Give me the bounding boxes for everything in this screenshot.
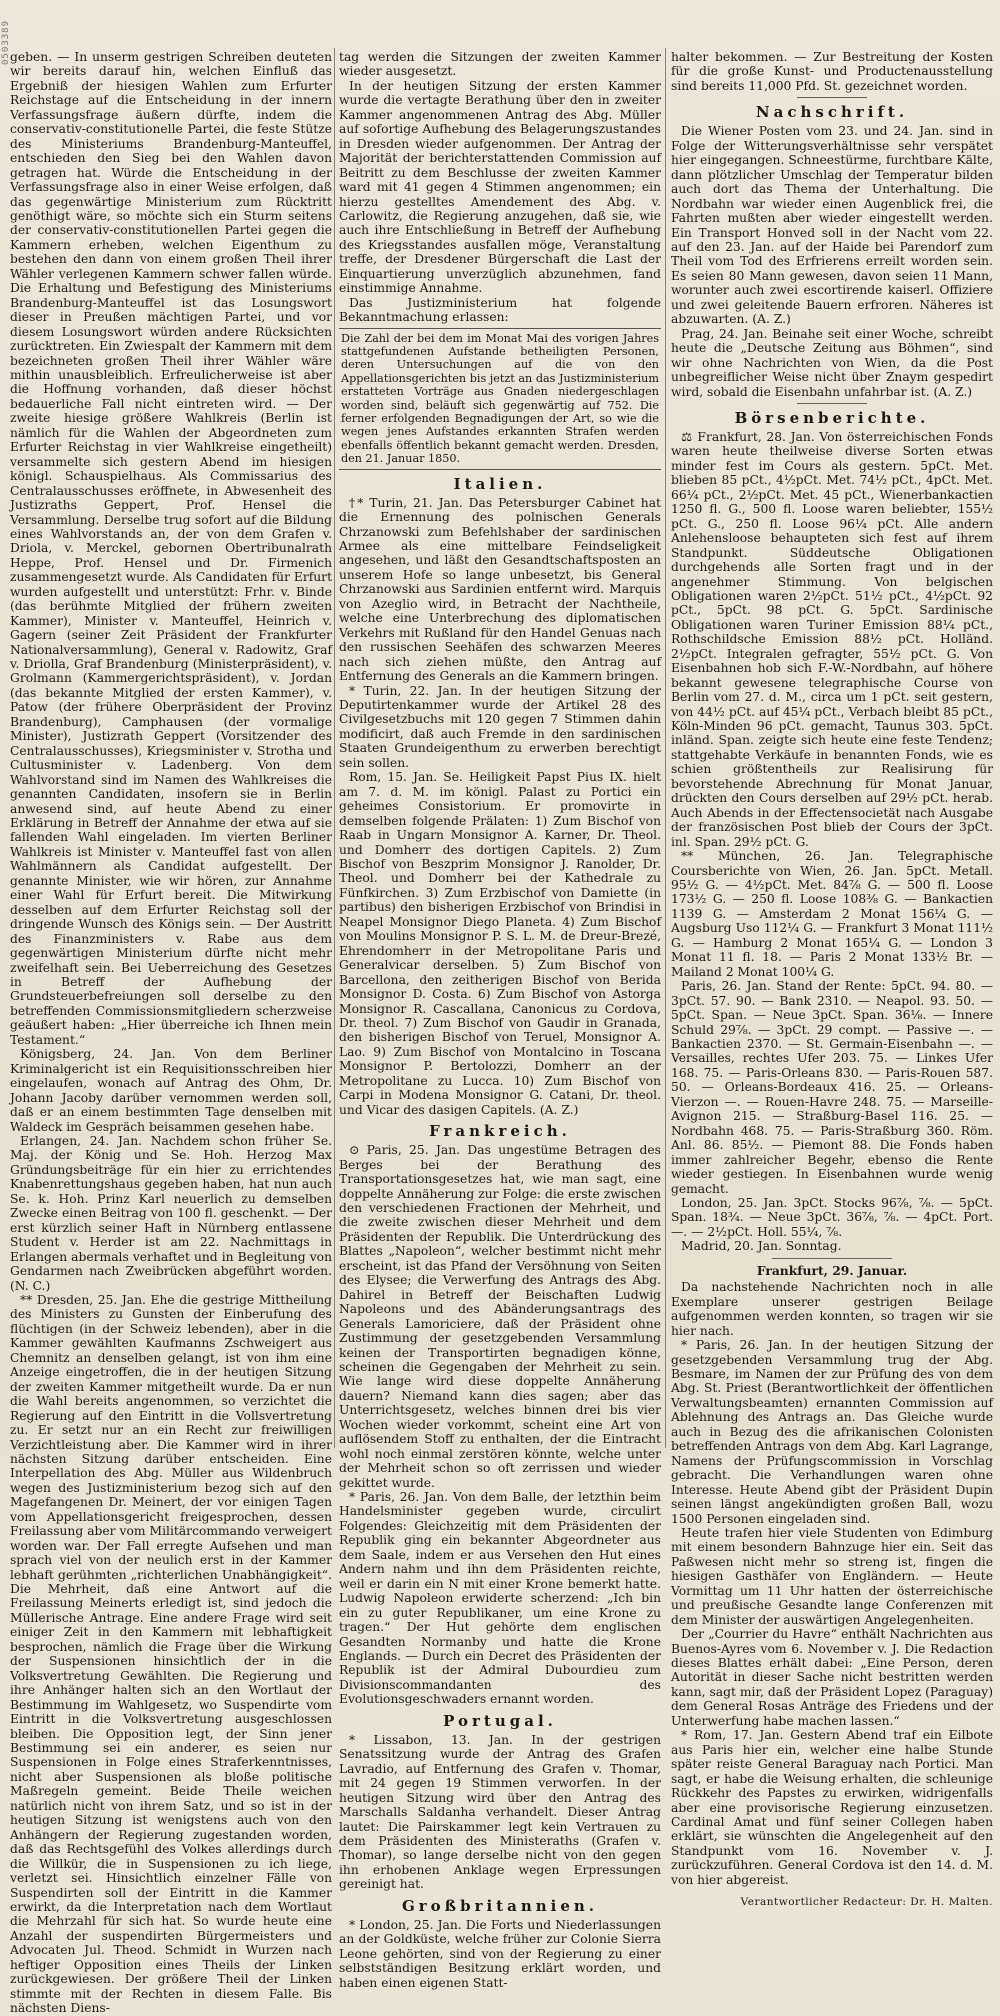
article-paragraph: Das Justizministerium hat folgende Bekanntmachung erlassen: [339, 295, 661, 325]
article-paragraph: ** München, 26. Jan. Telegraphische Coursberichte von Wien, 26. Jan. 5pCt. Metall. 95½ G. — 4½pCt. Met. 84⅞ G. — 500 fl. Loose 173½ G. — 250 fl. Loose 108⅜ G. — Bankactien 1139 G. — Amsterdam 2 Monat 156¼ G. — Augsburg Uso 112¼ G. — Frankfurt 3 Monat 111½ G. — Hamburg 2 Monat 165¼ G. — London 3 Monat 11 fl. 18. — Paris 2 Monat 133½ Br. — Mailand 2 Monat 100¼ G. [671, 849, 993, 979]
section-heading-portugal: Portugal. [443, 1711, 557, 1730]
article-paragraph: Da nachstehende Nachrichten noch in alle Exemplare unserer gestrigen Beilage aufgenommen werden konnten, so tragen wir sie hier nach. [671, 1280, 993, 1338]
article-paragraph: * Paris, 26. Jan. Von dem Balle, der letzthin beim Handelsminister gegeben wurde, circulirt Folgendes: Gleichzeitig mit dem Präsidenten der Republik ging ein bekannter Abgeordneter aus dem Saale, indem er aus Versehen den Hut eines Andern nahm und ihn dem Präsidenten reichte, weil er darin ein N mit einer Krone bemerkt hatte. Ludwig Napoleon erwiderte scherzend: „Ich bin ein zu guter Republikaner, um eine Krone zu tragen.“ Der Hut gehörte dem englischen Gesandten Normanby und hatte die Krone Englands. — Durch ein Decret des Präsidenten der Republik ist der Admiral Dubourdieu zum Divisionscommandanten des Evolutionsgeschwaders ernannt worden. [339, 1490, 661, 1707]
article-paragraph: Prag, 24. Jan. Beinahe seit einer Woche, schreibt heute die „Deutsche Zeitung aus Böhmen“, sind wir ohne Nachrichten von Wien, da die Post unbegreiflicher Weise nicht über Znaym gespedirt wird, sobald die Eisenbahn unfahrbar ist. (A. Z.) [671, 326, 993, 399]
article-paragraph: Heute trafen hier viele Studenten von Edimburg mit einem besondern Bahnzuge hier ein. Seit das Paßwesen nicht mehr so streng ist, fingen die hiesigen Gasthäfer von Engländern. — Heute Vormittag um 11 Uhr hatten der österreichische und preußische Gesandte lange Conferenzen mit dem Minister der auswärtigen Angelegenheiten. [671, 1525, 993, 1627]
article-paragraph: Madrid, 20. Jan. Sonntag. [681, 1239, 842, 1254]
column-2 [339, 50, 661, 1990]
article-paragraph: In der heutigen Sitzung der ersten Kammer wurde die vertagte Berathung über den in zweiter Kammer angenommenen Antrag des Abg. Müller auf sofortige Aufhebung des Belagerungszustandes in Dresden wieder aufgenommen. Der Antrag der Majorität der berichterstattenden Commission auf Beitritt zu dem Beschlusse der zweiten Kammer ward mit 41 gegen 4 Stimmen angenommen; ein hierzu gestelltes Amendement des Abg. v. Carlowitz, die Regierung anzugehen, daß sie, wie auch ihre Entschließung in Betreff der Aufhebung des Kriegsstandes ausfallen möge, Veranstaltung treffe, der Dresdener Bürgerschaft die Last der Einquartierung unverzüglich abzunehmen, fand einstimmige Annahme. [339, 78, 661, 296]
column-1 [10, 50, 333, 2016]
section-heading-frankreich: Frankreich. [429, 1122, 571, 1141]
article-paragraph: Rom, 15. Jan. Se. Heiligkeit Papst Pius IX. hielt am 7. d. M. im königl. Palast zu Portici ein geheimes Consistorium. Er promovirte in demselben folgende Prälaten: 1) Zum Bischof von Raab in Ungarn Monsignor A. Karner, Dr. Theol. und Domherr des dortigen Capitels. 2) Zum Bischof von Beszprim Monsignor J. Ranolder, Dr. Theol. und Domherr bei der Kathedrale zu Fünfkirchen. 3) Zum Erzbischof von Damiette (in partibus) den bisherigen Erzbischof von Brindisi in Neapel Monsignor Diego Planeta. 4) Zum Bischof von Moulins Monsignor P. S. L. M. de Dreur-Brezé, Ehrendomherr in der Metropolitane Paris und Generalvicar derselben. 5) Zum Bischof von Barcellona, den zeitherigen Bischof von Berida Monsignor D. Costa. 6) Zum Bischof von Astorga Monsignor R. Cascallana, Canonicus zu Cordova, Dr. theol. 7) Zum Bischof von Gaudir in Granada, den bisherigen Bischof von Teruel, Monsignor A. Lao. 9) Zum Bischof von Montalcino in Toscana Monsignor P. Bertolozzi, Domherr an der Metropolitane zu Lucca. 10) Zum Bischof von Carpi in Modena Monsignor G. Catani, Dr. theol. und Vicar des dasigen Capitels. (A. Z.) [339, 770, 661, 1117]
article-paragraph: London, 25. Jan. 3pCt. Stocks 96⅞, ⅞. — 5pCt. Span. 18¾. — Neue 3pCt. 36⅞, ⅞. — 4pCt. Port. —. — 2½pCt. Holl. 55¼, ⅞. [671, 1195, 993, 1239]
article-paragraph: halter bekommen. — Zur Bestreitung der Kosten für die große Kunst- und Productenausstellung sind bereits 11,000 Pfd. St. gezeichnet worden. [671, 50, 993, 93]
section-heading-grossbritannien: Großbritannien. [401, 1896, 599, 1915]
article-paragraph: * London, 25. Jan. Die Forts und Niederlassungen an der Goldküste, welche früher zur Colonie Sierra Leone gehörten, sind von der Regierung zu einer selbstständigen Besitzung erklärt worden, und haben einen eigenen Statt- [339, 1917, 661, 1990]
article-paragraph: †* Turin, 21. Jan. Das Petersburger Cabinet hat die Ernennung des polnischen Generals Chrzanowski zum Befehlshaber der sardinischen Armee als eine mittelbare Feindseligkeit angesehen, und läßt den Gesandtschaftsposten an unserem Hofe so lange unbesetzt, bis General Chrzanowski aus Sardinien entfernt wird. Marquis von Azeglio wird, in Betracht der Nachtheile, welche eine Unterbrechung des diplomatischen Verkehrs mit Rußland für den Handel Genuas nach den russischen Seehäfen des schwarzen Meeres nach sich ziehen müßte, den Antrag auf Entfernung des Generals an die Kammern bringen. [339, 495, 661, 684]
article-paragraph: Königsberg, 24. Jan. Von dem Berliner Kriminalgericht ist ein Requisitionsschreiben hier eingelaufen, wonach auf Antrag des Ohm, Dr. Johann Jacoby darüber vernommen werden soll, daß er an einem bestimmten Tage denselben mit Waldeck im Gespräch beisammen gesehen habe. [10, 1047, 332, 1134]
article-paragraph: Erlangen, 24. Jan. Nachdem schon früher Se. Maj. der König und Se. Hoh. Herzog Max Gründungsbeiträge für ein hier zu errichtendes Knabenrettungshaus gegeben haben, hat nun auch Se. k. Hoh. Prinz Karl neuerlich zu demselben Zwecke einen Beitrag von 100 fl. geschenkt. — Der erst kürzlich seiner Haft in Nürnberg entlassene Student v. Herder ist am 22. Nachmittags in Erlangen abermals verhaftet und in Begleitung von Gendarmen nach Zweibrücken abgeführt worden. (N. C.) [10, 1133, 332, 1293]
column-3 [671, 50, 993, 1909]
article-paragraph: tag werden die Sitzungen der zweiten Kammer wieder ausgesetzt. [339, 50, 661, 79]
article-paragraph: ⊙ Paris, 25. Jan. Das ungestüme Betragen des Berges bei der Berathung des Transportationsgesetzes hat, wie man sagt, eine doppelte Annäherung zur Folge: die erste zwischen den verschiedenen Fractionen der Mehrheit, und die zweite zwischen dieser Mehrheit und dem Präsidenten der Republik. Die Unterdrückung des Blattes „Napoleon“, welcher bestimmt nicht mehr erscheint, ist das Pfand der Versöhnung von Seiten des Elysee; die Verwerfung des Antrags des Abg. Dahirel in Betreff der Beischaften Ludwig Napoleons und des Abänderungsantrags des Generals Lamoriciere, daß der Präsident ohne Zustimmung der gesetzgebenden Versammlung keinen der Transportirten begnadigen könne, scheinen die Gegengaben der Mehrheit zu sein. Wie lange wird diese doppelte Annäherung dauern? Niemand kann dies sagen; aber das Unterrichtsgesetz, welches binnen drei bis vier Wochen wieder vorkommt, scheint eine Art von auflösendem Stoff zu enthalten, der die Eintracht wohl noch einmal zerstören könnte, welche unter der Mehrheit schon so oft zerrissen und wieder gekittet wurde. [339, 1143, 661, 1490]
article-paragraph: Paris, 26. Jan. Stand der Rente: 5pCt. 94. 80. — 3pCt. 57. 90. — Bank 2310. — Neapol. 93. 50. — 5pCt. Span. — Neue 3pCt. Span. 36⅛. — Innere Schuld 29⅞. — 3pCt. 29 compt. — Passive —. — Bankactien 2370. — St. Germain-Eisenbahn —. — Versailles, rechtes Ufer 203. 75. — Linkes Ufer 168. 75. — Paris-Orleans 830. — Paris-Rouen 587. 50. — Orleans-Bordeaux 416. 25. — Orleans-Vierzon —. — Rouen-Havre 248. 75. — Marseille-Avignon 215. — Straßburg-Basel 116. 25. — Nordbahn 468. 75. — Paris-Straßburg 360. Röm. Anl. 86. 85½. — Piemont 88. Die Fonds haben immer zahlreicher Begehr, ebenso die Rente wieder gestiegen. In Eisenbahnen wurde wenig gemacht. [671, 979, 993, 1196]
article-paragraph: ⚖ Frankfurt, 28. Jan. Von österreichischen Fonds waren heute theilweise diverse Sorten etwas minder fest im Cours als gestern. 5pCt. Met. blieben 85 pCt., 4½pCt. Met. 74½ pCt., 4pCt. Met. 66¼ pCt., 2½pCt. Met. 45 pCt., Wienerbankactien 1250 fl. G., 500 fl. Loose waren beliebter, 155½ pCt. G., 250 fl. Loose 96¼ pCt. Alle andern Anlehensloose behaupteten sich fest auf ihrem Standpunkt. Süddeutsche Obligationen durchgehends alle Sorten fragt und in der angenehmer Stimmung. Von belgischen Obligationen waren 2½pCt. 51½ pCt., 4½pCt. 92 pCt., 5pCt. 98 pCt. G. 5pCt. Sardinische Obligationen waren Turiner Emission 88¼ pCt., Rothschildsche Emission 88½ pCt. Holländ. 2½pCt. Integralen gefragter, 55½ pCt. G. Von Eisenbahnen hob sich F.-W.-Nordbahn, auf höhere bekannt gewesene telegraphische Course von Berlin vom 27. d. M., circa um 1 pCt. seit gestern, von 44½ pCt. auf 45¼ pCt., Verbach bleibt 85 pCt., Köln-Minden 96 pCt. gemacht, Taunus 303. 5pCt. inländ. Span. zeigte sich heute eine feste Tendenz; stattgehabte Verkäufe in benannten Fonds, wie es schien größtentheils zur Realisirung für bevorstehende Abrechnung für Monat Januar, drückten den Cours derselben auf 29½ pCt. herab. Auch Abends in der Effectensocietät nach Ausgabe der französischen Post blieb der Cours der 3pCt. inl. Span. 29½ pCt. G. [671, 429, 993, 849]
separator [797, 97, 867, 98]
editor-signature: Verantwortlicher Redacteur: Dr. H. Malten. [740, 1896, 993, 1909]
article-paragraph: Der „Courrier du Havre“ enthält Nachrichten aus Buenos-Ayres vom 6. November v. J. Die Redaction dieses Blattes erhält dabei: „Eine Person, deren Autorität in dieser Sache nicht bestritten werden kann, sagt mir, daß der Präsident Lopez (Paraguay) dem General Rosas Anträge des Friedens und der Unterwerfung habe machen lassen.“ [671, 1627, 993, 1728]
dateline-frankfurt: Frankfurt, 29. Januar. [756, 1262, 908, 1278]
article-paragraph: ** Dresden, 25. Jan. Ehe die gestrige Mittheilung des Ministers zu Gunsten der Einberufung des flüchtigen (in der Schweiz lebenden), aber in die Kammer gewählten Kaufmanns Zschweigert aus Chemnitz an denselben gelangt, ist von ihm eine Anzeige eingetroffen, die in der heutigen Sitzung der zweiten Kammer mitgetheilt wurde. Da er nun die Wahl bereits angenommen, so verzichtet die Regierung auf den Eintritt in die Vollsvertretung zu. Er setzt nur an ein Recht zur freiwilligen Verzichtleistung aber. Die Kammer wird in ihrer nächsten Sitzung darüber entscheiden. Eine Interpellation des Abg. Müller aus Wildenbruch wegen des Justizministerium bezog sich auf den Magefangenen Dr. Meinert, der vor einigen Tagen vom Appellationsgericht freigesprochen, dessen Freilassung aber vom Militärcommando verweigert worden war. Der Fall erregte Aufsehen und man sprach viel von der neulich erst in der Kammer lebhaft gerühmten „richterlichen Unabhängigkeit“. Die Mehrheit, daß eine Antwort auf die Freilassung Meinerts erledigt ist, sind jedoch die Müllerische Antrage. Eine andere Frage wird seit einiger Zeit in den Kammern mit lebhaftigkeit besprochen, nämlich die Frage über die Wirkung der Suspensionen hinsichtlich der in die Volksvertretung Gewählten. Die Regierung und ihre Anhänger halten sich an den Wortlaut der Bestimmung im Wahlgesetz, wo Suspendirte vom Eintritt in die Volksvertretung ausgeschlossen bleiben. Die Opposition legt, der Sinn jener Bestimmung sei ein anderer, es seien nur Suspensionen in Folge eines Straferkenntnisses, nicht aber Suspensionen als bloße politische Maßregeln gemeint. Beide Theile weichen natürlich nicht von ihrem Satz, und so ist in der heutigen Sitzung ist wenigstens auch von den Anhängern der Regierung zugestanden worden, daß das Rechtsgefühl des Volkes allerdings durch die Willkür, die in Suspensionen zu ich liege, verletzt sei. Hinsichtlich einzelner Fälle von Suspendirten soll der Eintritt in die Kammer erwirkt, da die Interpretation nach dem Wortlaut die Mehrzahl für sich hat. So wurde heute eine Anzahl der suspendirten Bürgermeisters und Advocaten Jul. Theod. Schmidt in Wurzen nach heftiger Opposition eines Theils der Linken zurückgewiesen. Der größere Theil der Linken stimmte mit der Rechten in diesem Falle. Bis nächsten Diens- [10, 1292, 332, 2016]
separator [797, 403, 867, 404]
article-paragraph: * Rom, 17. Jan. Gestern Abend traf ein Eilbote aus Paris hier ein, welcher eine halbe Stunde später reiste General Baraguay nach Portici. Man sagt, er habe die Weisung erhalten, die schleunige Rückkehr des Papstes zu erwirken, widrigenfalls aber eine provisorische Regierung einzusetzen. Cardinal Amat und fünf seiner Collegen haben erklärt, sie wünschten die Angelegenheit auf den Standpunkt vom 16. November v. J. zurückzuführen. General Cordova ist den 14. d. M. von hier abgereist. [671, 1728, 993, 1887]
announcement-box: Die Zahl der bei dem im Monat Mai des vorigen Jahres stattgefundenen Aufstande betheiligten Personen, deren Untersuchungen auf die von den Appellationsgerichten bis jetzt an das Justizministerium erstatteten Vorträge aus Gnaden niedergeschlagen worden sind, beläuft sich gegenwärtig auf 752. Die ferner erfolgenden Begnadigungen der Art, so wie die wegen jenes Aufstandes erkannten Strafen werden ebenfalls öffentlich bekannt gemacht werden. Dresden, den 21. Januar 1850. [339, 328, 661, 470]
page-id: 0503389 [1, 20, 11, 65]
article-paragraph: * Lissabon, 13. Jan. In der gestrigen Senatssitzung wurde der Antrag des Grafen Lavradio, auf Entfernung des Grafen v. Thomar, mit 24 gegen 19 Stimmen verworfen. In der heutigen Sitzung wird über den Antrag des Marschalls Saldanha verhandelt. Dieser Antrag lautet: Die Pairskammer legt kein Vertrauen zu dem Präsidenten des Ministeraths (Grafen v. Thomar), so lange derselbe nicht von den gegen ihn erhobenen Anklage wegen Erpressungen gereinigt hat. [339, 1732, 661, 1892]
section-heading-italien: Italien. [453, 474, 547, 493]
article-paragraph: Die Wiener Posten vom 23. und 24. Jan. sind in Folge der Witterungsverhältnisse sehr verspätet hier eingegangen. Schneestürme, furchtbare Kälte, dann plötzlicher Umschlag der Temperatur bilden auch dort das Thema der Unterhaltung. Die Nordbahn war wieder einen Augenblick frei, die Fahrten mußten aber wieder eingestellt werden. Ein Transport Honved soll in der Nacht vom 22. auf den 23. Jan. auf der Haide bei Parendorf zum Theil vom Tod des Erfrierens erreilt worden sein. Es seien 80 Mann gewesen, davon seien 11 Mann, worunter auch zwei escortirende kaiserl. Offiziere und zwei geleitende Bauern erfroren. Näheres ist abzuwarten. (A. Z.) [671, 124, 993, 327]
section-heading-boersenberichte: Börsenberichte. [734, 408, 930, 427]
article-paragraph: * Paris, 26. Jan. In der heutigen Sitzung der gesetzgebenden Versammlung trug der Abg. Besmare, im Namen der zur Prüfung des von dem Abg. St. Priest (Berantwortlichkeit der öffentlichen Verwaltungsbeamten) ernannten Commission auf Ablehnung des Antrags an. Das Gleiche wurde auch in Bezug des die afrikanischen Colonisten betreffenden Antrags von dem Abg. Karl Lagrange, Namens der Prüfungscommission in Vorschlag gebracht. Die Verhandlungen waren ohne Interesse. Heute Abend gibt der Präsident Dupin seinen längst angekündigten großen Ball, wozu 1500 Personen eingeladen sind. [671, 1338, 993, 1526]
article-paragraph: * Turin, 22. Jan. In der heutigen Sitzung der Deputirtenkammer wurde der Artikel 28 des Civilgesetzbuchs mit 120 gegen 7 Stimmen dahin modificirt, daß auch Fremde in den sardinischen Staaten Grundeigenthum zu erwerben berechtigt sein sollen. [339, 683, 661, 770]
article-paragraph: geben. — In unserm gestrigen Schreiben deuteten wir bereits darauf hin, welchen Einfluß das Ergebniß der hiesigen Wahlen zum Erfurter Reichstage auf die Entscheidung in der innern Verfassungsfrage äußern dürfte, indem die conservativ-constitutionelle Partei, die feste Stütze des Ministeriums Brandenburg-Manteuffel, entschieden den Sieg bei den Wahlen davon getragen hat. Würde die Entscheidung in der Verfassungsfrage also in einer Weise erfolgen, daß das gegenwärtige Ministerium zum Rücktritt genöthigt wäre, so möchte sich ein Sturm seitens der conservativ-constitutionellen Partei gegen die Kammern erheben, welchen Eigenthum zu bestehen den dann von einem großen Theil ihrer Wähler verlegenen Kammern schwer fallen würde. Die Erhaltung und Befestigung des Ministeriums Brandenburg-Manteuffel ist das Losungswort dieser in Preußen mächtigen Partei, und vor diesem Losungswort würden andere Rücksichten zurücktreten. Ein Zwiespalt der Kammern mit dem bezeichneten großen Theil ihrer Wähler wäre mithin unausbleiblich. Erfreulicherweise ist aber die Hoffnung vorhanden, daß dieser höchst bedauerliche Fall nicht eintreten wird. — Der zweite hiesige größere Wahlkreis (Berlin ist nämlich für die Wahlen der Abgeordneten zum Erfurter Reichstag in vier Wahlkreise eingetheilt) versammelte sich gestern Abend im hiesigen königl. Schauspielhaus. Als Commissarius des Centralausschusses eröffnete, in Abwesenheit des Justizraths Geppert, Prof. Hensel die Versammlung. Derselbe trug sofort auf die Bildung eines Wahlvorstands an, der von dem Grafen v. Driola, v. Merckel, gebornen Obertribunalrath Heppe, Prof. Hensel und Dr. Firmenich zusammengesetzt wurde. Als Candidaten für Erfurt wurden aufgestellt und unterstützt: Frhr. v. Binde (das berühmte Mitglied der frühern zweiten Kammer), Minister v. Manteuffel, Heinrich v. Gagern (seiner Zeit Präsident der Frankfurter Nationalversammlung), General v. Radowitz, Graf v. Driolla, Graf Brandenburg (Ministerpräsident), v. Grolmann (Kammergerichtspräsident), v. Jordan (das bekannte Mitglied der ersten Kammer), v. Patow (der frühere Oberpräsident der Provinz Brandenburg), Camphausen (der vormalige Minister), Justizrath Geppert (Vorsitzender des Centralausschusses), Kriegsminister v. Strotha und Cultusminister v. Ladenberg. Von dem Wahlvorstand sind im Namen des Wahlkreises die genannten Candidaten, insofern sie in Berlin anwesend sind, auf heute Abend zu einer Erklärung in Betreff der Annahme der etwa auf sie fallenden Wahl eingeladen. Im vierten Berliner Wahlkreis ist Minister v. Manteuffel fast von allen Wahlmännern als Candidat aufgestellt. Der genannte Minister, wie wir hören, zur Annahme einer Wahl für Erfurt bereit. Die Mitwirkung desselben auf dem Erfurter Reichstag soll der dringende Wunsch des Königs sein. — Der Austritt des Finanzministers v. Rabe aus dem gegenwärtigen Ministerium dürfte nicht mehr zweifelhaft sein. Bei Ueberreichung des Gesetzes in Betreff der Aufhebung der Grundsteuerbefreiungen soll derselbe zu den betreffenden Commissionsmitgliedern scherzweise geäußert haben: „Hier überreiche ich Ihnen mein Testament.“ [10, 50, 333, 1047]
separator [772, 1258, 892, 1259]
column-rule [665, 48, 666, 1448]
section-heading-nachschrift: Nachschrift. [755, 103, 909, 122]
column-rule [334, 48, 335, 1448]
